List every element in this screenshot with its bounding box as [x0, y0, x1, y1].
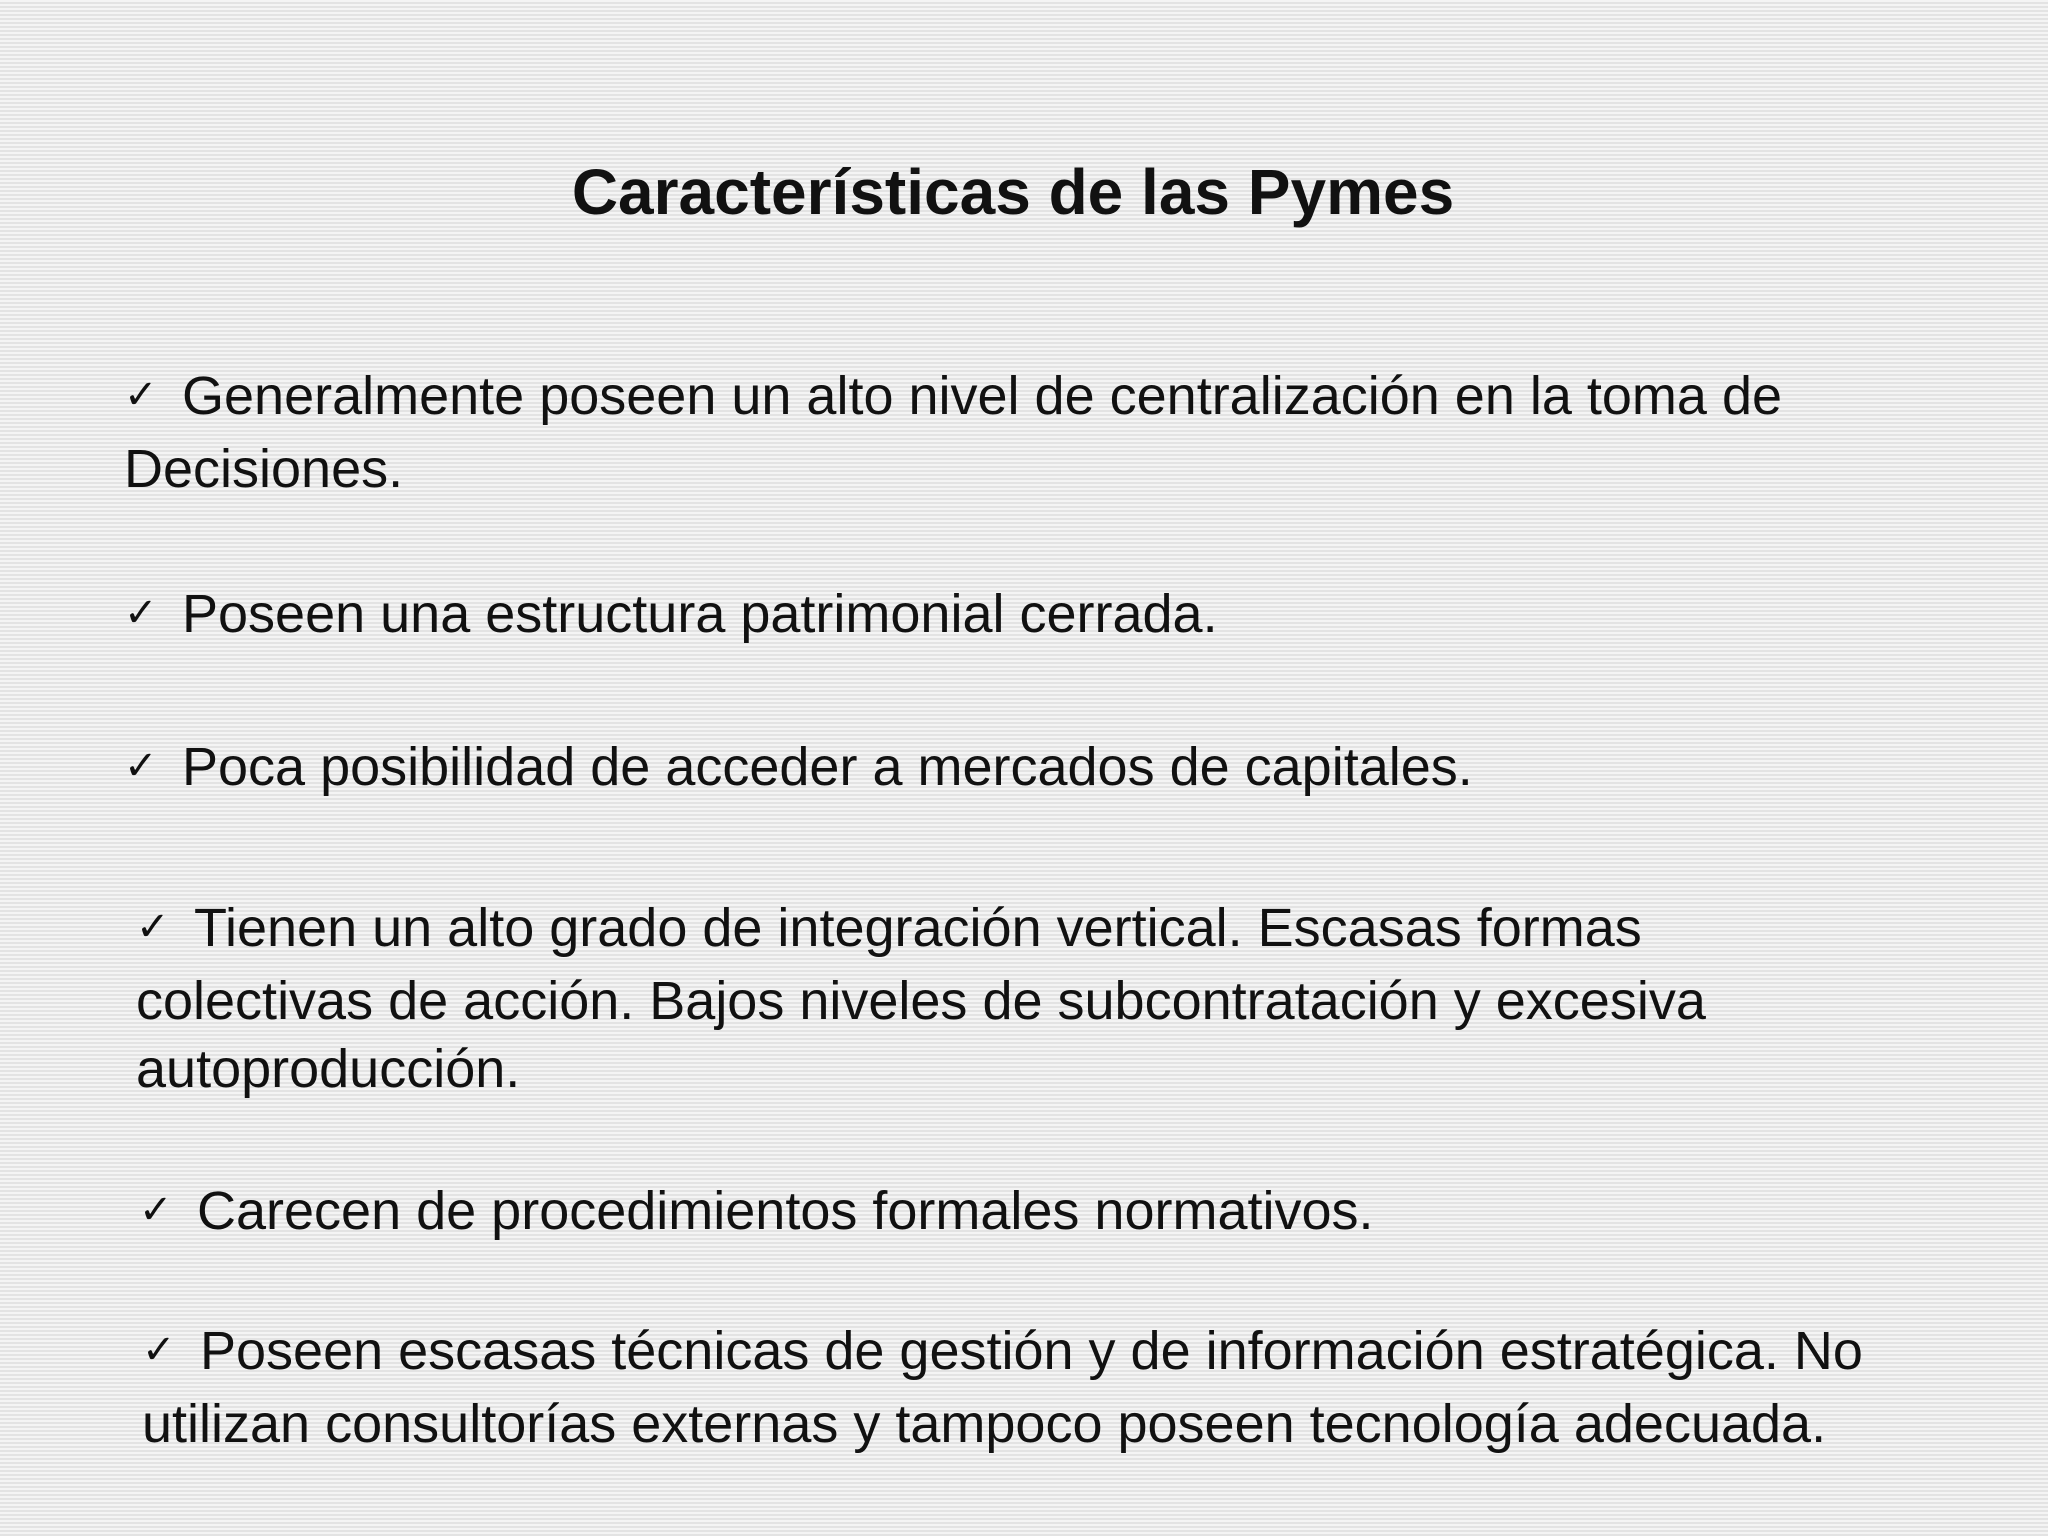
bullet-text: Poseen escasas técnicas de gestión y de información estratégica. No utilizan consultorías externas y tampoco poseen tecnología adecuada. — [142, 1321, 1863, 1454]
bullet-item-capital-markets — [124, 733, 1974, 806]
bullet-item-vertical-integration — [136, 894, 1836, 1103]
bullet-item-formal-procedures — [139, 1177, 1989, 1250]
bullet-text: Poseen una estructura patrimonial cerrada. — [182, 584, 1218, 644]
slide-title-text: Características de las Pymes — [571, 156, 1455, 228]
checkmark-icon: ✓ — [139, 1187, 173, 1233]
bullet-text: Carecen de procedimientos formales normativos. — [197, 1181, 1374, 1241]
slide-title — [0, 152, 2048, 232]
bullet-item-centralization — [124, 362, 1974, 503]
checkmark-icon: ✓ — [124, 590, 158, 636]
checkmark-icon: ✓ — [136, 904, 170, 950]
bullet-item-management-techniques — [142, 1317, 2022, 1458]
checkmark-icon: ✓ — [124, 372, 158, 418]
bullet-text: Poca posibilidad de acceder a mercados de capitales. — [182, 737, 1473, 797]
checkmark-icon: ✓ — [124, 743, 158, 789]
bullet-item-patrimonial-structure — [124, 580, 1974, 653]
checkmark-icon: ✓ — [142, 1327, 176, 1373]
bullet-text: Tienen un alto grado de integración vertical. Escasas formas colectivas de acción. Bajos niveles de subcontratación y excesiva autoproducción. — [136, 898, 1706, 1099]
bullet-text: Generalmente poseen un alto nivel de centralización en la toma de Decisiones. — [124, 366, 1783, 499]
